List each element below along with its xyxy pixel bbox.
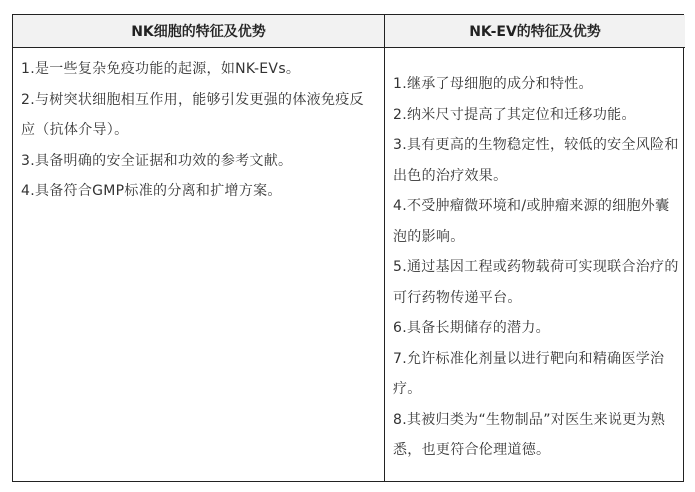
list-item: 6.具备长期储存的潜力。 [393,320,550,336]
comparison-table [12,14,684,482]
header-nk-ev: NK-EV的特征及优势 [385,15,685,48]
list-item: 1.继承了母细胞的成分和特性。 [393,76,593,92]
list-item: 4.具备符合GMP标准的分离和扩增方案。 [21,183,282,199]
nk-cell-column [13,48,385,481]
list-item: 5.通过基因工程或药物载荷可实现联合治疗的可行药物传递平台。 [393,259,679,306]
list-item: 2.纳米尺寸提高了其定位和迁移功能。 [393,106,636,123]
list-item: 2.与树突状细胞相互作用，能够引发更强的体液免疫反应（抗体介导）。 [21,91,364,138]
nk-ev-column [385,48,685,481]
list-item: 3.具备明确的安全证据和功效的参考文献。 [21,152,293,169]
list-item: 1.是一些复杂免疫功能的起源，如NK-EVs。 [21,61,301,77]
list-item: 4.不受肿瘤微环境和/或肿瘤来源的细胞外囊泡的影响。 [393,198,670,245]
list-item: 3.具有更高的生物稳定性，较低的安全风险和出色的治疗效果。 [393,137,679,184]
header-nk-cell: NK细胞的特征及优势 [13,15,385,48]
list-item: 7.允许标准化剂量以进行靶向和精确医学治疗。 [393,350,665,397]
list-item: 8.其被归类为“生物制品”对医生来说更为熟悉，也更符合伦理道德。 [393,411,666,458]
